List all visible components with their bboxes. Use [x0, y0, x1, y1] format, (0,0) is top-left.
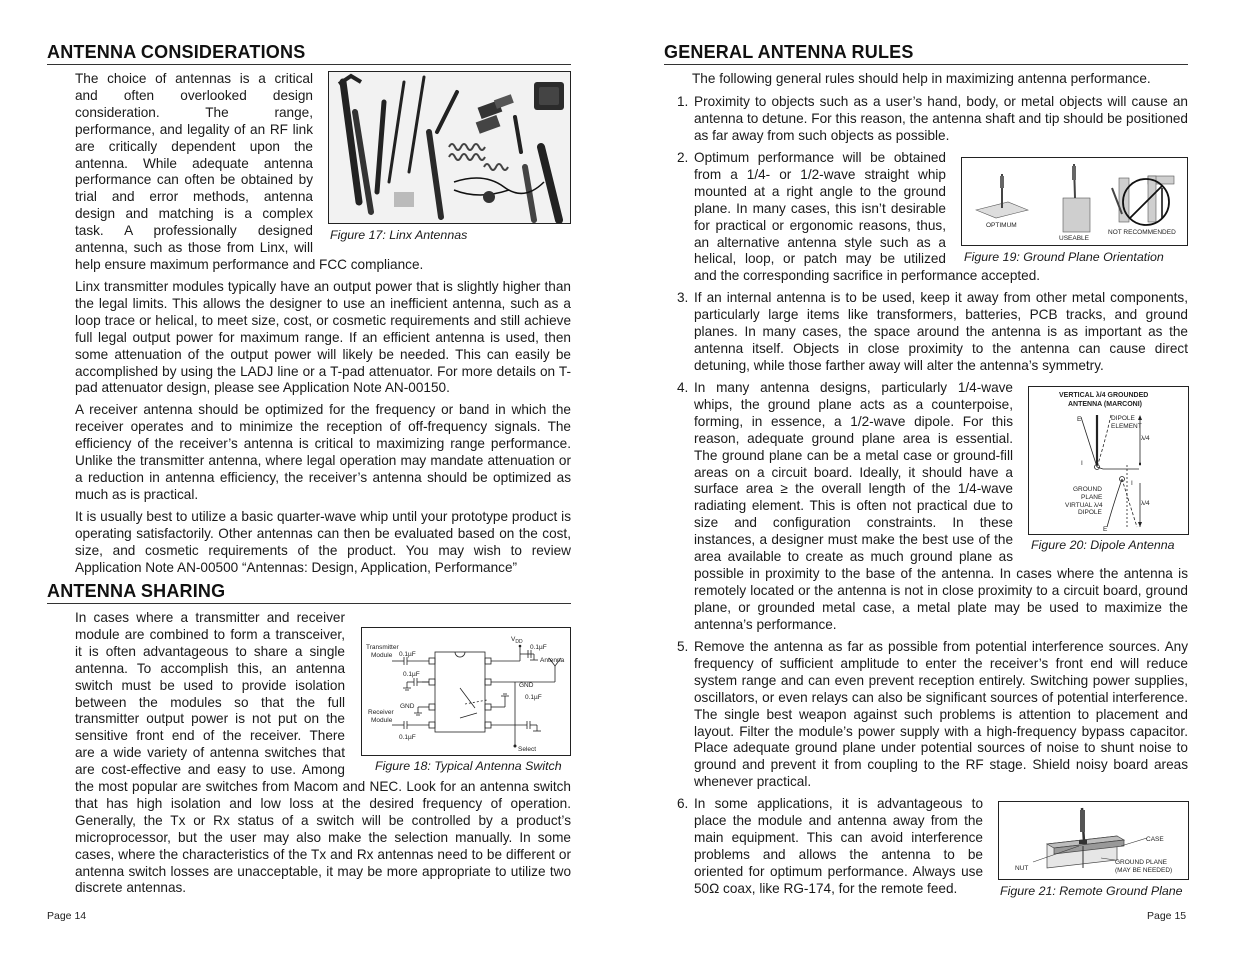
- receiver-module-label: Receiver: [368, 709, 394, 716]
- e-field-label: E: [1077, 416, 1082, 423]
- heading-rule: [664, 64, 1188, 65]
- rule-2-text-tail: and the corresponding sacrifice in performance accepted.: [694, 268, 1041, 283]
- receiver-module-label: Module: [371, 717, 393, 724]
- heading-antenna-sharing: ANTENNA SHARING: [47, 581, 226, 601]
- dipole-title: VERTICAL λ/4 GROUNDED: [1059, 392, 1149, 399]
- gnd-label: GND: [519, 682, 534, 689]
- capacitor-label: 0.1µF: [530, 644, 547, 651]
- paragraph-sharing-wrapped: In cases where a transmitter and receiver module are combined to form a transceiver, it is often advantageous to share a single antenna. To accomplish this, an antenna switch must be used to provide isolation between the modules so that the full transmitter output power is not put on the sensitive front end of the receiver. There are a wide variety of antenna switches that are cost-effective and easy to use. Among: [75, 610, 345, 778]
- select-label: Select: [518, 746, 537, 753]
- gnd-label: GND: [400, 703, 415, 710]
- paragraph-sharing-tail: the most popular are switches from Macom and NEC. Look for an antenna switch that has high isolation and low loss at the desired frequency of operation. Generally, the Tx or Rx status of a switch will be controlled by a product’s microprocessor, but the user may also make the selection manually. In some cases, where the characteristics of the Tx and Rx antennas need to be different or antenna switch losses are unacceptable, it may be more appropriate to utilize two discrete antennas.: [75, 779, 571, 896]
- capacitor-label: 0.1µF: [399, 651, 416, 658]
- ground-plane-label: GROUND PLANE: [1115, 859, 1168, 866]
- lambda-quarter-label: λ/4: [1141, 500, 1150, 507]
- rule-number: 5.: [677, 639, 689, 654]
- figure-ground-plane-orientation: [961, 157, 1188, 246]
- page-number-left: Page 14: [47, 910, 87, 922]
- antenna-label: Antenna: [540, 657, 565, 664]
- current-label: I: [1081, 460, 1083, 467]
- transmitter-module-label: Transmitter: [366, 644, 399, 651]
- rule-5-text: Remove the antenna as far as possible from potential interference sources. Any frequency of sufficient amplitude to enter the receiver’s front end will reduce system range and can even prevent reception entirely. Switching power supplies, oscillators, or even relays can also be significant sources of potential interference. The single best weapon against such problems is attention to placement and layout. Filter the module’s power supply with a high-frequency bypass capacitor. Place adequate ground plane under potential sources of noise to shunt noise to ground and prevent it from coupling to the RF stage. Shield noisy board areas whenever practical.: [694, 639, 1188, 790]
- virtual-dipole-label: DIPOLE: [1078, 509, 1102, 516]
- heading-general-antenna-rules: GENERAL ANTENNA RULES: [664, 42, 914, 62]
- rule-1-text: Proximity to objects such as a user’s hand, body, or metal objects will cause an antenna to detune. For this reason, the antenna shaft and tip should be positioned as far away from such objects as possible.: [694, 94, 1188, 143]
- figure-18-caption: Figure 18: Typical Antenna Switch: [375, 759, 562, 773]
- figure-19-caption: Figure 19: Ground Plane Orientation: [964, 250, 1164, 264]
- transmitter-module-label: Module: [371, 652, 393, 659]
- figure-20-caption: Figure 20: Dipole Antenna: [1031, 538, 1175, 552]
- rule-6-text-wrapped: In some applications, it is advantageous to place the module and antenna away from the main equipment. This can avoid interference problems and allows the antenna to be oriented for optimum performance. Always use 50Ω coax, like RG-174, for the remote feed.: [694, 796, 983, 896]
- rule-number: 4.: [677, 380, 689, 395]
- rule-3-text: If an internal antenna is to be used, keep it away from other metal components, particularly large items like transformers, batteries, PCB tracks, and ground planes. In many cases, the space around the antenna is as important as the antenna itself. Objects in close proximity to the antenna can cause direct detuning, while those farther away will alter the antenna’s symmetry.: [694, 290, 1188, 373]
- rule-4-text-tail: possible in proximity to the base of the antenna. In cases where the antenna is remotely located or the antenna is not in close proximity to a circuit board, ground plane, or grounded metal case, a metal plate may be used to maximize the antenna’s performance.: [694, 566, 1188, 632]
- e-field-label: E: [1103, 526, 1108, 533]
- dipole-antenna-diagram: [1029, 387, 1188, 534]
- current-label: I: [1131, 480, 1133, 487]
- rule-number: 2.: [677, 150, 689, 165]
- figure-dipole-antenna: [1028, 386, 1189, 535]
- intro-text: The following general rules should help in maximizing antenna performance.: [692, 71, 1151, 86]
- rule-2-text-wrapped: Optimum performance will be obtained from a 1/4- or 1/2-wave straight whip mounted at a right angle to the ground plane. In many cases, this isn’t desirable for practical or ergonomic reasons, thus, an alternative antenna style such as a helical, loop, or patch may be utilized: [694, 150, 946, 267]
- paragraph-receiver-antenna: A receiver antenna should be optimized for the frequency or band in which the receiver operates and to minimize the reception of off-frequency signals. The efficiency of the receiver’s antenna is critical to maximizing range performance. Unlike the transmitter antenna, where legal operation may mandate attenuation or a reduction in antenna efficiency, the receiver’s antenna should be optimized as much as is practical.: [75, 402, 571, 502]
- dipole-element-label: DIPOLE: [1111, 415, 1135, 422]
- paragraph-antennas-tail: help ensure maximum performance and FCC compliance.: [75, 257, 424, 272]
- figure-linx-antennas: [328, 71, 571, 224]
- vdd-label: $V_{DD}$: [511, 636, 523, 645]
- figure-21-caption: Figure 21: Remote Ground Plane: [1000, 884, 1183, 898]
- antenna-switch-schematic: [362, 628, 570, 755]
- capacitor-label: 0.1µF: [525, 694, 542, 701]
- page-number-right: Page 15: [1147, 910, 1187, 922]
- lambda-quarter-label: λ/4: [1141, 435, 1150, 442]
- heading-rule: [47, 64, 571, 65]
- rule-number: 3.: [677, 290, 689, 305]
- useable-label: USEABLE: [1059, 235, 1089, 242]
- ground-plane-label: PLANE: [1081, 494, 1103, 501]
- rule-number: 6.: [677, 796, 689, 811]
- virtual-dipole-label: VIRTUAL λ/4: [1065, 502, 1103, 509]
- antennas-photo: [329, 72, 570, 223]
- not-recommended-label: NOT RECOMMENDED: [1108, 229, 1176, 236]
- heading-rule: [47, 603, 571, 604]
- heading-antenna-considerations: ANTENNA CONSIDERATIONS: [47, 42, 306, 62]
- figure-remote-ground-plane: [998, 801, 1189, 880]
- remote-ground-plane-diagram: [999, 802, 1188, 879]
- ground-plane-orientation-diagram: [962, 158, 1187, 245]
- nut-label: NUT: [1015, 865, 1029, 872]
- paragraph-transmitter-power: Linx transmitter modules typically have an output power that is slightly higher than the legal limits. This allows the designer to use an inefficient antenna, such as a loop trace or helical, to meet size, cost, or cosmetic requirements and still achieve full legal output power for maximum range. If an efficient antenna is used, then some attenuation of the output power will likely be needed. This can easily be accomplished by using the LADJ line or a T-pad attenuator. For more details on T-pad attenuator design, please see Application Note AN-00150.: [75, 279, 571, 396]
- figure-antenna-switch: [361, 627, 571, 756]
- figure-17-caption: Figure 17: Linx Antennas: [330, 228, 468, 242]
- optimum-label: OPTIMUM: [986, 222, 1017, 229]
- dipole-title: ANTENNA (MARCONI): [1068, 401, 1143, 408]
- paragraph-antennas-wrapped: The choice of antennas is a critical and often overlooked design consideration. The range, performance, and legality of an RF link are critically dependent upon the antenna. While adequate antenna performance can often be obtained by trial and error methods, antenna design and matching is a complex task. A professionally designed antenna, such as those from Linx, will: [75, 71, 313, 256]
- rule-number: 1.: [677, 94, 689, 109]
- paragraph-quarter-wave: It is usually best to utilize a basic quarter-wave whip until your prototype product is operating satisfactorily. Other antennas can then be evaluated based on the cost, size, and cosmetic requirements of the product. You may wish to review Application Note AN-00500 “Antennas: Design, Application, Performance”: [75, 509, 571, 575]
- ground-plane-label: (MAY BE NEEDED): [1115, 867, 1173, 874]
- ground-plane-label: GROUND: [1073, 486, 1102, 493]
- case-label: CASE: [1146, 836, 1164, 843]
- capacitor-label: 0.1µF: [403, 671, 420, 678]
- rule-4-text-wrapped: In many antenna designs, particularly 1/4-wave whips, the ground plane acts as a counterpoise, forming, in essence, a 1/2-wave dipole. For this reason, adequate ground plane area is essential. The ground plane can be a metal case or ground-fill areas on a circuit board. Ideally, it should have a surface area ≥ the overall length of the 1/4-wave radiating element. This is often not practical due to size and configuration constraints. In these instances, a designer must make the best use of the area available to create as much ground plane as: [694, 380, 1013, 565]
- dipole-element-label: ELEMENT: [1111, 423, 1142, 430]
- capacitor-label: 0.1µF: [399, 734, 416, 741]
